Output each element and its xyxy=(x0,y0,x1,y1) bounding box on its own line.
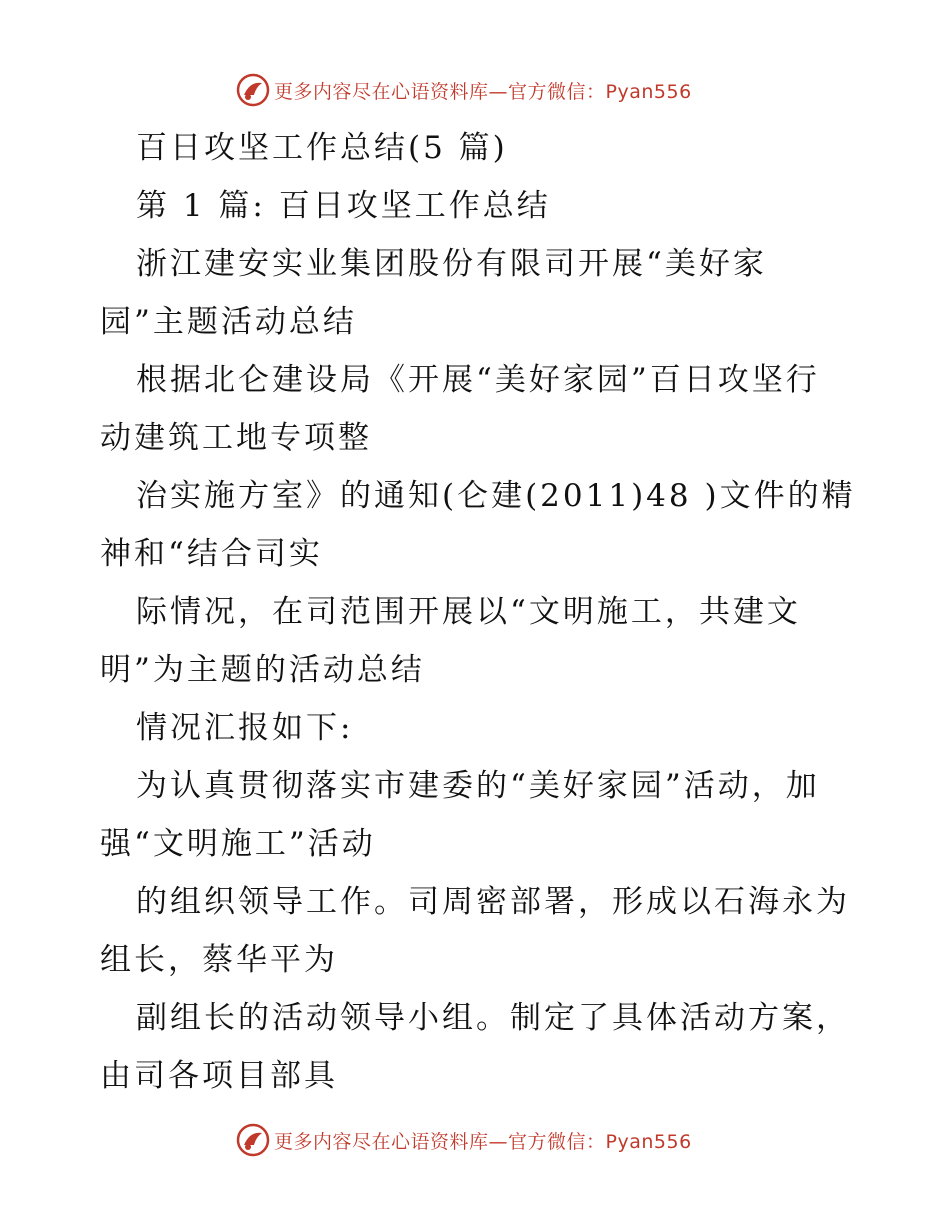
paragraph-line: 际情况，在司范围开展以“文明施工，共建文 xyxy=(136,594,801,630)
paragraph-line: 组长，蔡华平为 xyxy=(100,942,338,978)
paragraph-line: 动建筑工地专项整 xyxy=(100,420,372,456)
paragraph-line: 强“文明施工”活动 xyxy=(100,826,376,862)
paragraph-line: 的组织领导工作。司周密部署，形成以石海永为 xyxy=(136,884,850,920)
paragraph-line: 为认真贯彻落实市建委的“美好家园”活动，加 xyxy=(136,768,820,804)
paragraph-line: 根据北仑建设局《开展“美好家园”百日攻坚行 xyxy=(136,362,820,398)
paragraph-line: 由司各项目部具 xyxy=(100,1058,338,1094)
paragraph-line: 明”为主题的活动总结 xyxy=(100,652,425,688)
section-heading: 第 1 篇: 百日攻坚工作总结 xyxy=(136,188,551,224)
paragraph-line: 治实施方室》的通知(仑建(2011)48 )文件的精 xyxy=(136,478,856,514)
paragraph-line: 情况汇报如下: xyxy=(136,710,354,746)
paragraph-line: 浙江建安实业集团股份有限司开展“美好家 xyxy=(136,246,767,282)
brand-logo-icon xyxy=(236,1123,270,1157)
header-banner-text: 更多内容尽在心语资料库—官方微信：Pyan556 xyxy=(274,80,692,103)
footer-banner-text: 更多内容尽在心语资料库—官方微信：Pyan556 xyxy=(274,1130,692,1153)
paragraph-line: 副组长的活动领导小组。制定了具体活动方案， xyxy=(136,1000,850,1036)
paragraph-line: 神和“结合司实 xyxy=(100,536,323,572)
footer-banner xyxy=(236,1122,692,1158)
brand-logo-icon xyxy=(236,73,270,107)
header-banner xyxy=(236,72,692,108)
doc-title: 百日攻坚工作总结(5 篇) xyxy=(136,130,508,166)
paragraph-line: 园”主题活动总结 xyxy=(100,304,357,340)
